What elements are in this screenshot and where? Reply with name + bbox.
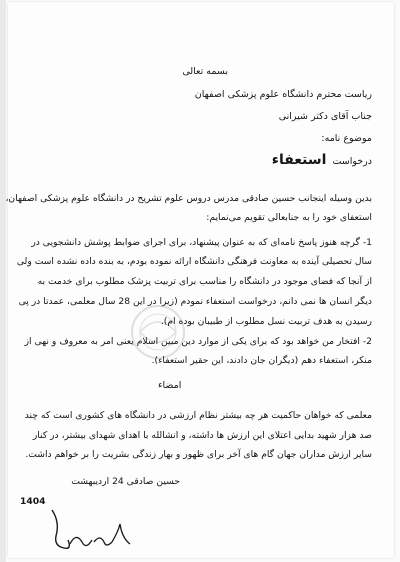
request-line xyxy=(272,154,372,168)
letter-paper xyxy=(5,2,394,558)
closing-line-3: سایر ارزش مداران جهان گام های آخر برای ظهور و بهار زندگی بشریت را بر خواهم داشت. xyxy=(25,449,372,460)
point1-line-1: 1- گرچه هنوز پاسخ نامه‌ای که به عنوان پیشنهاد، برای اجرای ضوابط پوشش دانشجویی در xyxy=(31,237,372,248)
signature-word: امضاء xyxy=(158,380,182,391)
recipient-line: ریاست محترم دانشگاه علوم پزشکی اصفهان xyxy=(194,89,372,100)
subject-label: موضوع نامه: xyxy=(321,133,372,144)
closing-line-1: معلمی که خواهان حاکمیت هر چه بیشتر نظام ارزشی در دانشگاه های کشوری است که چند xyxy=(24,410,372,421)
intro-line-1: بدین وسیله اینجانب حسین صادقی مدرس دروس علوم تشریح در دانشگاه علوم پزشکی اصفهان، xyxy=(5,193,372,204)
recipient-person: جناب آقای دکتر شیرانی xyxy=(278,111,372,122)
closing-line-2: صد هزار شهید بدایی اعتلای این ارزش ها داشته، و انشالله با اهدای شهدای بیشتر، در کنار xyxy=(32,430,372,441)
point2-line-1: 2- افتخار من خواهد بود که برای یکی از موارد دین مبین اسلام یعنی امر به معروف و نهی از xyxy=(24,336,372,347)
signer-year: 1404 xyxy=(20,496,46,507)
point2-line-2: منکر، استعفاء دهم (دیگران جان دادند، این حقیر استعفاء). xyxy=(151,355,372,366)
request-title: استعفاء xyxy=(271,152,327,168)
handwritten-signature-icon xyxy=(46,502,136,558)
signer-name-date: حسین صادقی 24 اردیبهشت xyxy=(71,476,180,487)
point1-line-3: از آنجا که فضای موجود در دانشگاه را مناسب برای تربیت پزشک مطلوب برای خدمت به xyxy=(37,276,372,287)
point1-line-4: دیگر انسان ها نمی دانم، درخواست استعفاء نمودم (زیرا در این 28 سال معلمی، عمدتا در پی xyxy=(18,296,372,307)
basmala: بسمه تعالی xyxy=(182,66,228,77)
request-prefix: درخواست xyxy=(332,156,372,167)
intro-line-2: استعفای خود را به جنابعالی تقویم می‌نمایم: xyxy=(206,212,372,223)
point1-line-5: رسیدن به هدف تربیت نسل مطلوب از طبیبان بوده ام). xyxy=(160,316,372,327)
point1-line-2: سال تحصیلی آینده به معاونت فرهنگی دانشگاه ارائه نموده بودم، به بنده داده نشده است ولی xyxy=(16,256,372,267)
stamp-watermark-icon xyxy=(118,302,198,362)
